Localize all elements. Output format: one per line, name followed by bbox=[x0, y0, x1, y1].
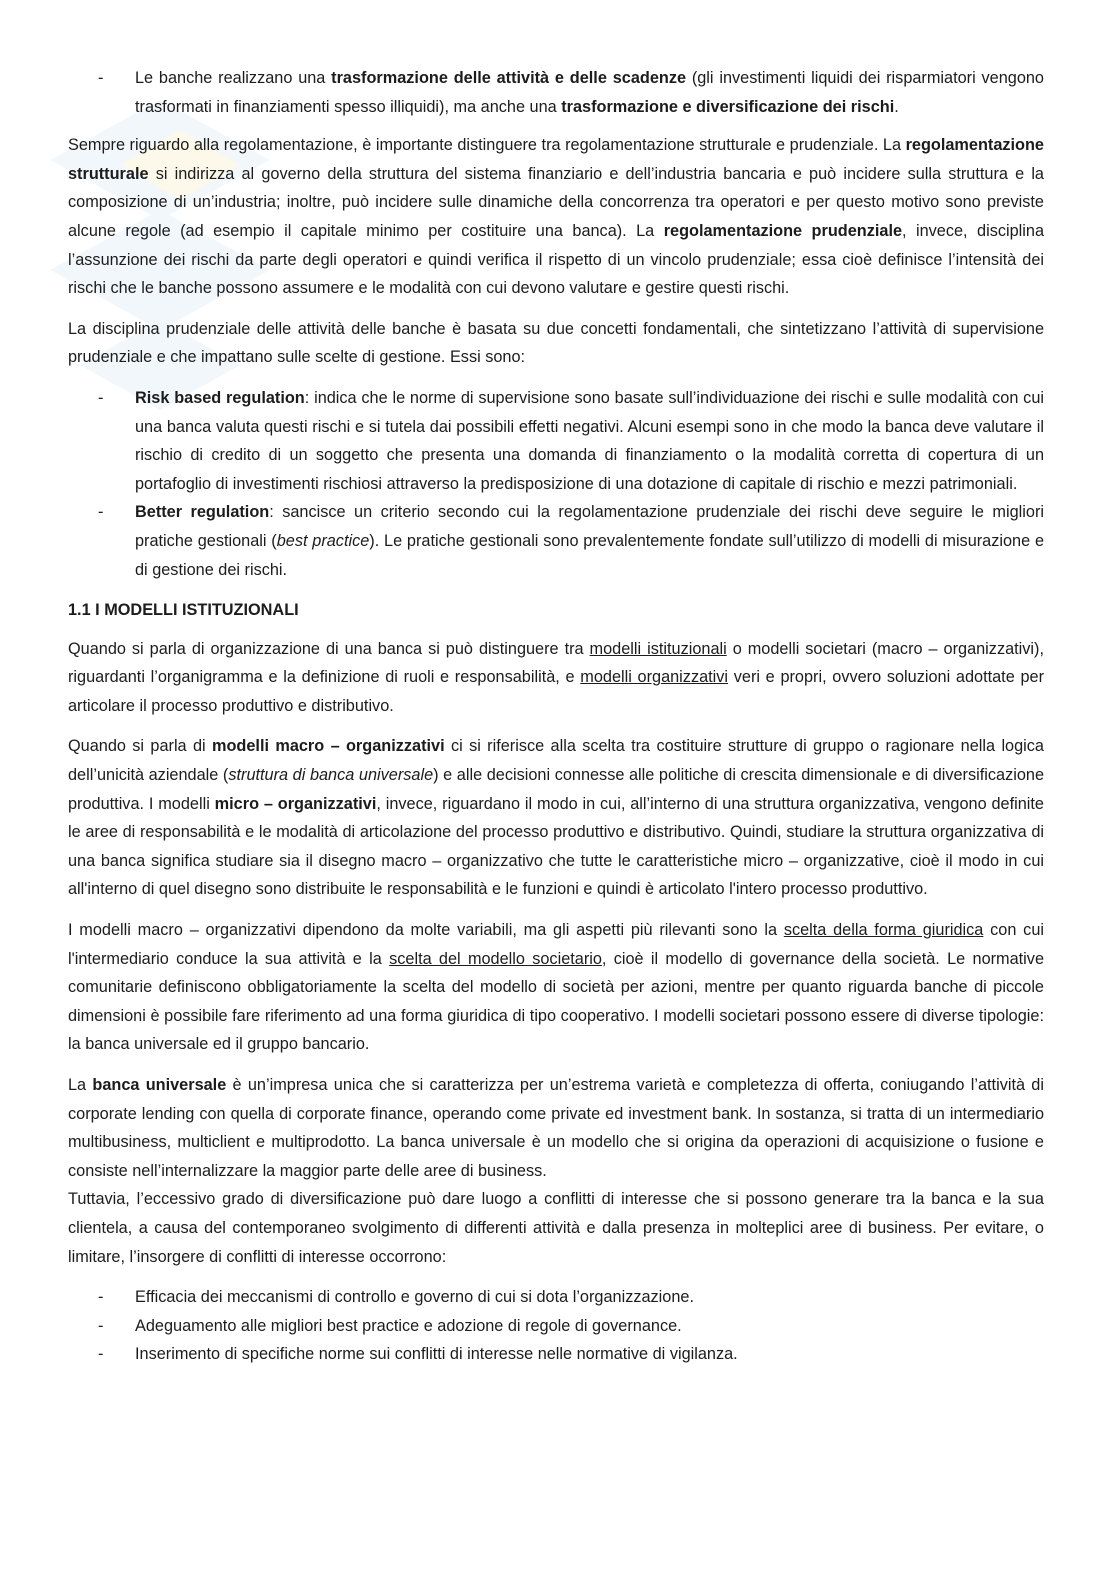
section-heading: 1.1 I MODELLI ISTITUZIONALI bbox=[68, 601, 299, 620]
italic-term: best practice bbox=[276, 531, 370, 550]
paragraph-banca-universale bbox=[68, 1071, 1044, 1271]
text-run: Sempre riguardo alla regolamentazione, è importante distinguere tra regolamentazione strutturale e prudenziale. La bbox=[68, 136, 906, 155]
text-run: è un’impresa unica che si caratterizza per un’estrema varietà e completezza di offerta, coniugando l’attività di corporate lending con quella di corporate finance, operando come private ed investment bank. In sostanza, si tratta di un intermediario multibusiness, multiclient e multiprodotto. La banca universale è un modello che si origina da operazioni di acquisizione o fusione e consiste nell’internalizzare la maggior parte delle aree di business. bbox=[68, 1076, 1044, 1180]
text-run: ) e alle decisioni connesse alle politiche di crescita dimensionale e di diversificazione produttiva. I modelli bbox=[68, 766, 1044, 813]
text-run: ). Le pratiche gestionali sono prevalentemente fondate sull’utilizzo di modelli di misurazione e di gestione dei rischi. bbox=[135, 531, 1044, 579]
paragraph-regolamentazione bbox=[68, 131, 1044, 303]
bold-term: Risk based regulation bbox=[135, 388, 305, 407]
bold-term: micro – organizzativi bbox=[214, 794, 377, 813]
text-run: , cioè il modello di governance della società. Le normative comunitarie definiscono obbligatoriamente la scelta del modello di società per azioni, mentre per quanto riguarda banche di piccole dimensioni è possibile fare riferimento ad una forma giuridica di tipo cooperativo. I modelli societari possono essere di diverse tipologie: la banca universale ed il gruppo bancario. bbox=[68, 949, 1044, 1054]
list-item bbox=[68, 384, 1044, 498]
bold-term: Better regulation bbox=[135, 503, 270, 522]
bold-term: trasformazione e diversificazione dei rischi bbox=[561, 97, 895, 116]
document-body bbox=[68, 64, 1044, 1381]
list-item: - Efficacia dei meccanismi di controllo e governo di cui si dota l’organizzazione. bbox=[68, 1283, 1044, 1312]
text-run: si indirizza al governo della struttura del sistema finanziario e dell’industria bancaria e può incidere sulla struttura e la composizione di un’industria; inoltre, può incidere sulle dinamiche della concorrenza tra operatori e per questo motivo sono previste alcune regole (ad esempio il capitale minimo per costituire una banca). La bbox=[68, 164, 1044, 240]
bold-term: modelli macro – organizzativi bbox=[212, 737, 445, 756]
text-run: . bbox=[894, 97, 899, 116]
text-run: Tuttavia, l’eccessivo grado di diversificazione può dare luogo a conflitti di interesse che si possono generare tra la banca e la sua clientela, a causa del contemporaneo svolgimento di differenti attività e dalla presenza in molteplici aree di business. Per evitare, o limitare, l’insorgere di conflitti di interesse occorrono: bbox=[68, 1190, 1044, 1266]
underlined-term: scelta del modello societario bbox=[389, 949, 602, 968]
text-run: Quando si parla di organizzazione di una banca si può distinguere tra bbox=[68, 639, 590, 658]
italic-term: struttura di banca universale bbox=[228, 766, 434, 785]
text-run: veri e propri, ovvero soluzioni adottate per articolare il processo produttivo e distributivo. bbox=[68, 668, 1044, 715]
text-run: Le banche realizzano una bbox=[135, 69, 332, 87]
text-run: o modelli societari (macro – organizzativi), riguardanti l’organigramma e la definizione di ruoli e responsabilità, e bbox=[68, 639, 1044, 687]
text-run: : indica che le norme di supervisione sono basate sull’individuazione dei rischi e sulle modalità con cui una banca valuta questi rischi e si tutela dai possibili effetti negativi. Alcuni esempi sono in che modo la banca deve valutare il rischio di credito di un soggetto che presenta una domanda di finanziamento o la modalità corretta di copertura di un portafoglio di investimenti rischiosi attraverso la predisposizione di una dotazione di capitale di rischio e mezzi patrimoniali. bbox=[135, 388, 1044, 493]
paragraph-forma-giuridica bbox=[68, 916, 1044, 1059]
text-run: ci si riferisce alla scelta tra costituire strutture di gruppo o ragionare nella logica dell’unicità aziendale ( bbox=[68, 737, 1044, 785]
intro-bullet-list bbox=[68, 64, 1044, 121]
list-item bbox=[68, 498, 1044, 584]
list-item bbox=[68, 64, 1044, 121]
concepts-bullet-list bbox=[68, 384, 1044, 584]
text-run: , invece, riguardano il modo in cui, all’interno di una struttura organizzativa, vengono definite le aree di responsabilità e le modalità di articolazione del processo produttivo e distributivo. Quindi, studiare la struttura organizzativa di una banca significa studiare sia il disegno macro – organizzativo che tutte le caratteristiche micro – organizzative, cioè il modo in cui all'interno di quel disegno sono distribuite le responsabilità e le funzioni e quindi è articolato l'intero processo produttivo. bbox=[68, 794, 1044, 899]
paragraph-organizzazione bbox=[68, 635, 1044, 721]
text-run: (gli investimenti liquidi dei risparmiatori vengono trasformati in finanziamenti spesso illiquidi), ma anche una bbox=[135, 69, 1044, 116]
bold-term: regolamentazione strutturale bbox=[68, 136, 1044, 183]
conflict-measures-list bbox=[68, 1283, 1044, 1369]
bold-term: trasformazione delle attività e delle scadenze bbox=[331, 69, 687, 87]
list-item: - Adeguamento alle migliori best practice e adozione di regole di governance. bbox=[68, 1312, 1044, 1341]
list-item: - Inserimento di specifiche norme sui conflitti di interesse nelle normative di vigilanza. bbox=[68, 1340, 1044, 1369]
bold-term: banca universale bbox=[92, 1076, 227, 1094]
paragraph-disciplina: La disciplina prudenziale delle attività delle banche è basata su due concetti fondamentali, che sintetizzano l’attività di supervisione prudenziale e che impattano sulle scelte di gestione. Essi sono: bbox=[68, 319, 1044, 367]
text-run: I modelli macro – organizzativi dipendono da molte variabili, ma gli aspetti più rilevanti sono la bbox=[68, 921, 784, 940]
underlined-term: scelta della forma giuridica bbox=[783, 921, 984, 940]
bold-term: regolamentazione prudenziale bbox=[663, 221, 903, 240]
text-run: La bbox=[68, 1076, 93, 1094]
text-run: con cui l'intermediario conduce la sua attività e la bbox=[68, 921, 1044, 968]
paragraph-macro-micro bbox=[68, 732, 1044, 904]
text-run: Quando si parla di bbox=[68, 737, 212, 756]
text-run: : sancisce un criterio secondo cui la regolamentazione prudenziale dei rischi deve seguire le migliori pratiche gestionali ( bbox=[135, 503, 1044, 550]
text-run: , invece, disciplina l’assunzione dei rischi da parte degli operatori e quindi verifica il rispetto di un vincolo prudenziale; essa cioè definisce l’intensità dei rischi che le banche possono assumere e le modalità con cui devono valutare e gestire questi rischi. bbox=[68, 221, 1044, 298]
underlined-term: modelli organizzativi bbox=[580, 668, 729, 687]
underlined-term: modelli istituzionali bbox=[589, 639, 727, 658]
